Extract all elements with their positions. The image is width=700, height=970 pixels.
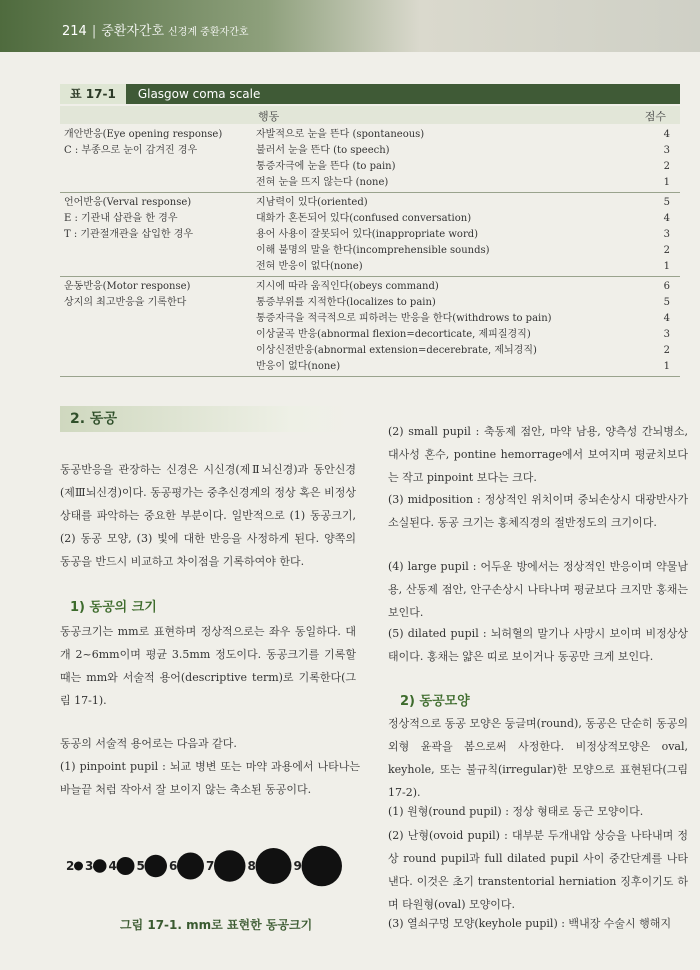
dot-label: 3 — [85, 859, 94, 873]
score: 5 — [663, 197, 670, 208]
score: 4 — [663, 213, 670, 224]
score: 5 — [663, 297, 670, 308]
table-item: 전혀 반응이 없다(none) — [256, 261, 363, 272]
score: 2 — [663, 345, 670, 356]
paragraph-intro: 동공반응을 관장하는 신경은 시신경(제Ⅱ뇌신경)과 동안신경(제Ⅲ뇌신경)이다. 동공평가는 중추신경계의 정상 혹은 비정상 상태를 파악하는 중요한 부분이다. 일반적으로 (1) 동공크기, (2) 동공 모양, (3) 빛에 대한 반응을 사정하게 된다. 양쪽의 동공을 반드시 비교하고 차이점을 기록하여야 한다. — [60, 463, 356, 568]
category-line: C : 부종으로 눈이 감겨진 경우 — [64, 145, 198, 156]
paragraph-shape: 정상적으로 동공 모양은 둥글며(round), 동공은 단순히 동공의 외형 윤곽을 봄으로써 사정한다. 비정상적모양은 oval, keyhole, 또는 불규칙(irregular)한 모양으로 표현된다(그림 17-2). — [388, 717, 688, 799]
paragraph-terms: 동공의 서술적 용어로는 다음과 같다. — [60, 737, 237, 750]
table-item: 전혀 눈을 뜨지 않는다 (none) — [256, 177, 389, 188]
category-line: 개안반응(Eye opening response) — [64, 129, 223, 140]
dot-label: 8 — [247, 859, 256, 873]
pupil-size-figure — [62, 842, 362, 890]
page-number: 214 — [62, 24, 87, 39]
score: 3 — [663, 229, 670, 240]
table-item: 반응이 없다(none) — [256, 361, 341, 372]
table-item: 대화가 혼돈되어 있다(confused conversation) — [256, 213, 472, 224]
table-item: 자발적으로 눈을 뜬다 (spontaneous) — [256, 129, 425, 140]
table-item: 통증부위를 지적한다(localizes to pain) — [256, 297, 436, 308]
score: 4 — [663, 313, 670, 324]
category-line: E : 기관내 삽관을 한 경우 — [64, 213, 178, 224]
score: 1 — [663, 177, 670, 188]
book-title: 중환자간호 — [101, 24, 165, 39]
paragraph-midposition: (3) midposition : 정상적인 위치이며 중뇌손상시 대광반사가 소실된다. 동공 크기는 홍체직경의 절반정도의 크기이다. — [388, 493, 688, 529]
score: 2 — [663, 161, 670, 172]
column-score: 점수 — [644, 110, 666, 123]
pupil-dot — [145, 855, 168, 878]
score: 4 — [663, 129, 670, 140]
column-behavior: 행동 — [258, 110, 280, 123]
category-line: 언어반응(Verval response) — [64, 197, 192, 208]
pupil-dot — [74, 862, 83, 871]
table-item: 지시에 따라 움직인다(obeys command) — [256, 281, 439, 292]
table-item: 용어 사용이 잘못되어 있다(inappropriate word) — [256, 229, 479, 240]
pupil-dot — [256, 848, 292, 884]
pupil-dot — [93, 859, 107, 873]
table-item: 이해 불명의 말을 한다(incomprehensible sounds) — [256, 245, 490, 256]
pupil-dot — [177, 853, 204, 880]
dot-label: 2 — [66, 859, 75, 873]
table-item: 통증자극을 적극적으로 피하려는 반응을 한다(withdrows to pain) — [256, 313, 552, 324]
running-header: 214 | 중환자간호 신경계 중환자간호 — [62, 24, 249, 39]
table-number: 표 17-1 — [60, 84, 126, 104]
section-heading-pupil: 2. 동공 — [60, 406, 350, 432]
subheading-pupil-size: 1) 동공의 크기 — [70, 600, 157, 615]
score: 1 — [663, 261, 670, 272]
paragraph-keyhole: (3) 열쇠구멍 모양(keyhole pupil) : 백내장 수술시 행해지 — [388, 917, 672, 930]
dot-label: 7 — [206, 859, 215, 873]
dot-label: 4 — [108, 859, 117, 873]
score: 6 — [663, 281, 670, 292]
table-title-bar — [60, 84, 680, 104]
table-title: Glasgow coma scale — [137, 87, 261, 101]
subheading-pupil-shape: 2) 동공모양 — [400, 694, 470, 709]
dot-label: 5 — [136, 859, 145, 873]
score: 3 — [663, 329, 670, 340]
table-item: 이상신전반응(abnormal extension=decerebrate, 제뇌경직) — [256, 345, 537, 356]
dot-label: 9 — [293, 859, 302, 873]
score: 3 — [663, 145, 670, 156]
table-item: 통증자극에 눈을 뜬다 (to pain) — [256, 161, 396, 172]
paragraph-large-pupil: (4) large pupil : 어두운 방에서는 정상적인 반응이며 약물남용, 산동제 점안, 안구손상시 나타나며 평균보다 크지만 홍채는 보인다. — [388, 560, 688, 619]
paragraph-round: (1) 원형(round pupil) : 정상 형태로 둥근 모양이다. — [388, 805, 644, 818]
pupil-dot — [302, 846, 343, 887]
figure-caption: 그림 17-1. mm로 표현한 동공크기 — [120, 918, 313, 932]
pupil-dot — [117, 857, 135, 875]
table-item: 불러서 눈을 뜬다 (to speech) — [256, 145, 390, 156]
paragraph-pinpoint: (1) pinpoint pupil : 뇌교 병변 또는 마약 과용에서 나타나는 바늘끝 처럼 작아서 잘 보이지 않는 축소된 동공이다. — [60, 760, 360, 796]
score: 2 — [663, 245, 670, 256]
table-header — [60, 106, 680, 124]
table-group-motor — [60, 278, 680, 377]
category-line: 상지의 최고반응을 기록한다 — [64, 297, 187, 308]
category-line: T : 기관절개관을 삽입한 경우 — [64, 229, 194, 240]
table-item: 이상굴곡 반응(abnormal flexion=decorticate, 제피질경직) — [256, 329, 531, 340]
dot-label: 6 — [169, 859, 178, 873]
chapter-title: 신경계 중환자간호 — [168, 27, 249, 38]
paragraph-size: 동공크기는 mm로 표현하며 정상적으로는 좌우 동일하다. 대개 2~6mm이며 평균 3.5mm 정도이다. 동공크기를 기록할 때는 mm와 서술적 용어(descriptive term)로 기록한다(그림 17-1). — [60, 625, 356, 707]
score: 1 — [663, 361, 670, 372]
paragraph-small-pupil: (2) small pupil : 축동제 점안, 마약 남용, 양측성 간뇌병소, 대사성 혼수, pontine hemorrage에서 보여지며 평균치보다는 작고 pinpoint 보다는 크다. — [388, 425, 688, 484]
table-group-verbal — [60, 194, 680, 277]
table-item: 지남력이 있다(oriented) — [256, 197, 368, 208]
table-group-eye — [60, 126, 680, 193]
paragraph-ovoid: (2) 난형(ovoid pupil) : 대부분 두개내압 상승을 나타내며 정상 round pupil과 full dilated pupil 사이 중간단계를 나타낸다. 이것은 초기 transtentorial herniation 징후이기도 하며 타원형(oval) 모양이다. — [388, 829, 688, 911]
category-line: 운동반응(Motor response) — [64, 281, 191, 292]
paragraph-dilated-pupil: (5) dilated pupil : 뇌허혈의 말기나 사망시 보이며 비정상상태이다. 홍채는 얇은 띠로 보이거나 동공만 크게 보인다. — [388, 627, 688, 663]
pupil-dot — [214, 850, 246, 882]
